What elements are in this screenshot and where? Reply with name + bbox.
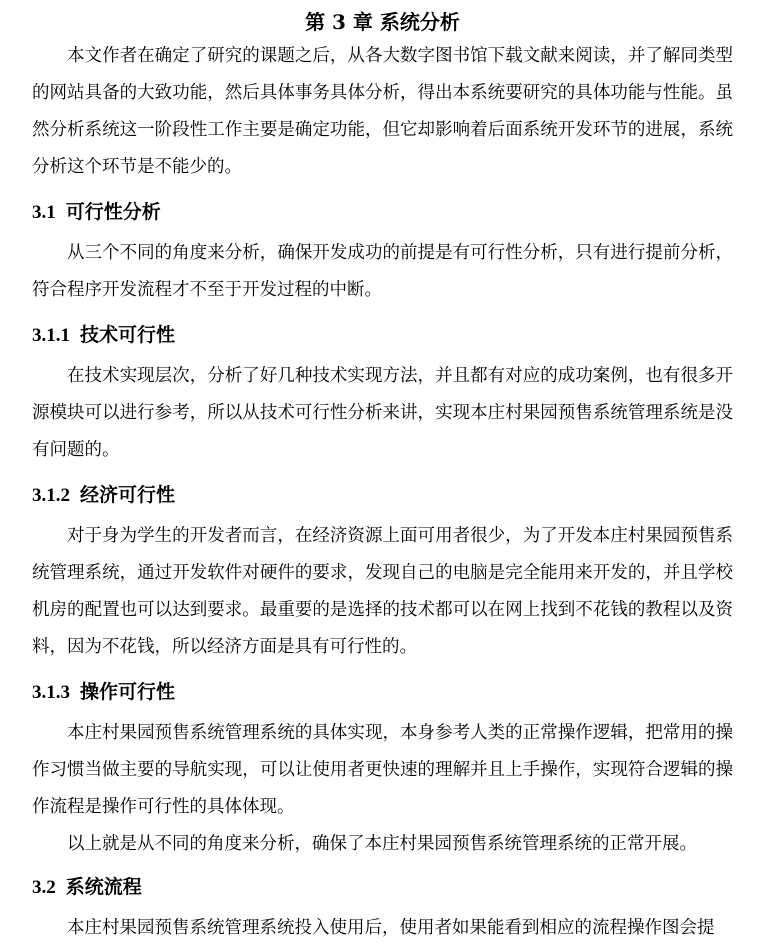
- section-heading-3-1-2: [32, 481, 733, 510]
- section-title: 操作可行性: [80, 681, 176, 703]
- section-number: 3.1.2: [32, 485, 70, 506]
- section-number: 3.1: [32, 202, 56, 223]
- section-number: 3.1.3: [32, 682, 70, 703]
- section-heading-3-1: [32, 198, 733, 227]
- section-heading-3-1-3: [32, 678, 733, 707]
- section-3-1-1-paragraph: 在技术实现层次，分析了好几种技术实现方法，并且都有对应的成功案例，也有很多开源模块可以进行参考，所以从技术可行性分析来讲，实现本庄村果园预售系统管理系统是没有问题的。: [32, 366, 733, 460]
- section-number: 3.1.1: [32, 325, 70, 346]
- section-3-2-paragraph: 本庄村果园预售系统管理系统投入使用后，使用者如果能看到相应的流程操作图会提: [67, 918, 715, 938]
- section-3-1-3-paragraph: 本庄村果园预售系统管理系统的具体实现，本身参考人类的正常操作逻辑，把常用的操作习惯当做主要的导航实现，可以让使用者更快速的理解并且上手操作，实现符合逻辑的操作流程是操作可行性的具体体现。: [32, 723, 733, 817]
- section-heading-3-1-1: [32, 321, 733, 350]
- chapter-intro-paragraph: 本文作者在确定了研究的课题之后，从各大数字图书馆下载文献来阅读，并了解同类型的网站具备的大致功能，然后具体事务具体分析，得出本系统要研究的具体功能与性能。虽然分析系统这一阶段性工作主要是确定功能，但它却影响着后面系统开发环节的进展，系统分析这个环节是不能少的。: [32, 46, 733, 177]
- section-3-1-3-summary-paragraph: 以上就是从不同的角度来分析，确保了本庄村果园预售系统管理系统的正常开展。: [67, 834, 697, 854]
- section-title: 可行性分析: [65, 201, 161, 223]
- section-title: 系统流程: [65, 876, 142, 898]
- section-title: 经济可行性: [80, 484, 176, 506]
- section-3-1-2-paragraph: 对于身为学生的开发者而言，在经济资源上面可用者很少，为了开发本庄村果园预售系统管理系统，通过开发软件对硬件的要求，发现自己的电脑是完全能用来开发的，并且学校机房的配置也可以达到要求。最重要的是选择的技术都可以在网上找到不花钱的教程以及资料，因为不花钱，所以经济方面是具有可行性的。: [32, 526, 733, 657]
- section-heading-3-2: [32, 873, 733, 902]
- chapter-title: 第 3 章 系统分析: [305, 10, 460, 34]
- section-number: 3.2: [32, 877, 56, 898]
- section-title: 技术可行性: [80, 324, 176, 346]
- section-3-1-paragraph: 从三个不同的角度来分析，确保开发成功的前提是有可行性分析，只有进行提前分析，符合程序开发流程才不至于开发过程的中断。: [32, 243, 733, 300]
